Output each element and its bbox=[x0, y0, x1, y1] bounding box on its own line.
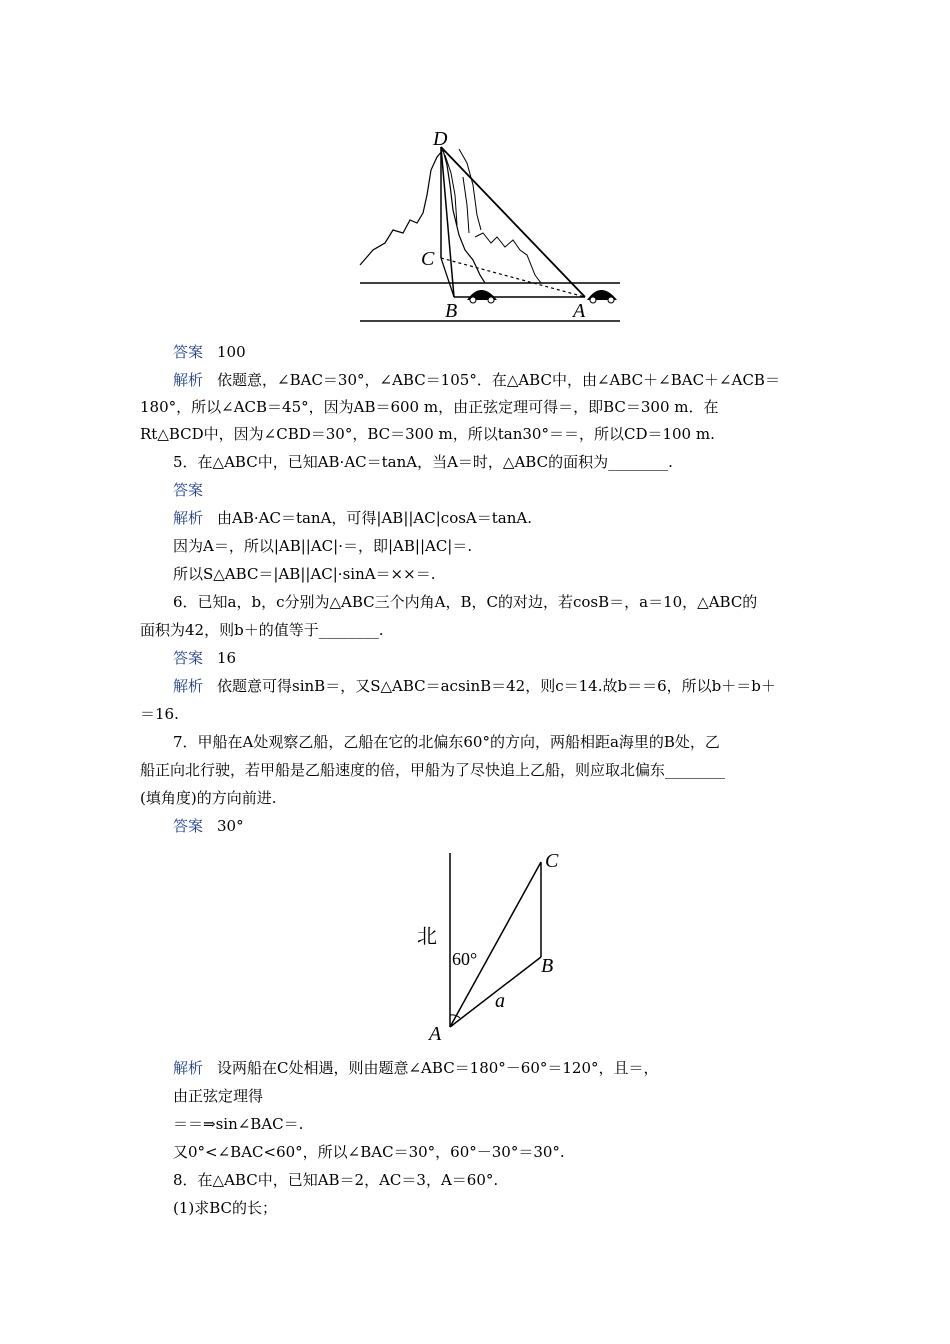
q4-analysis-line1 bbox=[173, 370, 780, 390]
answer-value: 16 bbox=[217, 649, 237, 667]
q6-question-line1: 6．已知a，b，c分别为△ABC三个内角A，B，C的对边，若cosB＝，a＝10，△ABC的 bbox=[173, 593, 758, 611]
q7-question-line2: 船正向北行驶，若甲船是乙船速度的倍，甲船为了尽快追上乙船，则应取北偏东________ bbox=[140, 761, 726, 779]
q5-answer-line bbox=[173, 480, 203, 500]
car-icon-A bbox=[587, 290, 617, 303]
q4-analysis-line3: Rt△BCD中，因为∠CBD＝30°，BC＝300 m，所以tan30°＝＝，所以CD＝100 m. bbox=[140, 425, 715, 443]
q7-analysis-line1 bbox=[173, 1058, 659, 1078]
analysis-label: 解析 bbox=[173, 509, 204, 527]
q6-analysis-line1 bbox=[173, 676, 776, 696]
q8-part1: (1)求BC的长； bbox=[173, 1199, 278, 1217]
label-A: A bbox=[573, 300, 586, 322]
q5-analysis-line1 bbox=[173, 508, 532, 528]
analysis-label: 解析 bbox=[173, 1059, 204, 1077]
mountain-inner bbox=[445, 155, 541, 283]
label-a: a bbox=[495, 990, 505, 1012]
angle-label: 60° bbox=[452, 949, 478, 969]
mountain-figure bbox=[355, 125, 625, 335]
answer-value: 100 bbox=[217, 343, 246, 361]
label-B: B bbox=[541, 955, 554, 977]
analysis-label: 解析 bbox=[173, 677, 204, 695]
mountain-right-ridge bbox=[459, 149, 481, 230]
analysis-text: 设两船在C处相遇，则由题意∠ABC＝180°－60°＝120°，且＝， bbox=[217, 1059, 659, 1077]
answer-label: 答案 bbox=[173, 343, 204, 361]
q7-answer-line bbox=[173, 816, 244, 836]
q5-analysis-line2: 因为A＝，所以|AB||AC|·＝，即|AB||AC|＝. bbox=[173, 537, 473, 555]
q7-analysis-line4: 又0°<∠BAC<60°，所以∠BAC＝30°，60°－30°＝30°. bbox=[173, 1143, 565, 1161]
label-C: C bbox=[421, 248, 435, 270]
north-label: 北 bbox=[417, 926, 437, 948]
label-A: A bbox=[429, 1023, 442, 1045]
q7-question-line3: (填角度)的方向前进. bbox=[140, 789, 277, 807]
q5-analysis-line3: 所以S△ABC＝|AB||AC|·sinA＝××＝. bbox=[173, 565, 436, 583]
answer-label: 答案 bbox=[173, 817, 204, 835]
q7-question-line1: 7．甲船在A处观察乙船，乙船在它的北偏东60°的方向，两船相距a海里的B处，乙 bbox=[173, 733, 720, 751]
q6-question-line2: 面积为42，则b＋的值等于________. bbox=[140, 621, 384, 639]
q6-analysis-line2: ＝16. bbox=[140, 705, 179, 723]
analysis-text: 由AB·AC＝tanA，可得|AB||AC|cosA＝tanA. bbox=[217, 509, 532, 527]
line-CA bbox=[441, 258, 585, 297]
label-D: D bbox=[433, 128, 448, 150]
q7-analysis-line3: ＝＝⇒sin∠BAC＝. bbox=[173, 1115, 304, 1133]
answer-label: 答案 bbox=[173, 649, 204, 667]
label-C: C bbox=[545, 850, 559, 872]
label-B: B bbox=[445, 300, 458, 322]
answer-label: 答案 bbox=[173, 481, 204, 499]
car-icon-B bbox=[467, 290, 497, 303]
q4-answer-line bbox=[173, 342, 246, 362]
q7-analysis-line2: 由正弦定理得 bbox=[173, 1087, 264, 1105]
line-DA bbox=[441, 147, 585, 297]
q8-question: 8．在△ABC中，已知AB＝2，AC＝3，A＝60°. bbox=[173, 1171, 499, 1189]
analysis-text: 依题意可得sinB＝，又S△ABC＝acsinB＝42，则c＝14.故b＝＝6，所以b＋＝b＋ bbox=[217, 677, 776, 695]
answer-value: 30° bbox=[217, 817, 244, 835]
bearing-figure bbox=[405, 845, 585, 1050]
analysis-text: 依题意，∠BAC＝30°，∠ABC＝105°．在△ABC中，由∠ABC＋∠BAC＋∠ACB＝ bbox=[217, 371, 780, 389]
q5-question: 5．在△ABC中，已知AB·AC＝tanA，当A＝时，△ABC的面积为________. bbox=[173, 453, 673, 471]
analysis-label: 解析 bbox=[173, 371, 204, 389]
q6-answer-line bbox=[173, 648, 236, 668]
q4-analysis-line2: 180°，所以∠ACB＝45°，因为AB＝600 m，由正弦定理可得＝，即BC＝300 m．在 bbox=[140, 398, 719, 416]
